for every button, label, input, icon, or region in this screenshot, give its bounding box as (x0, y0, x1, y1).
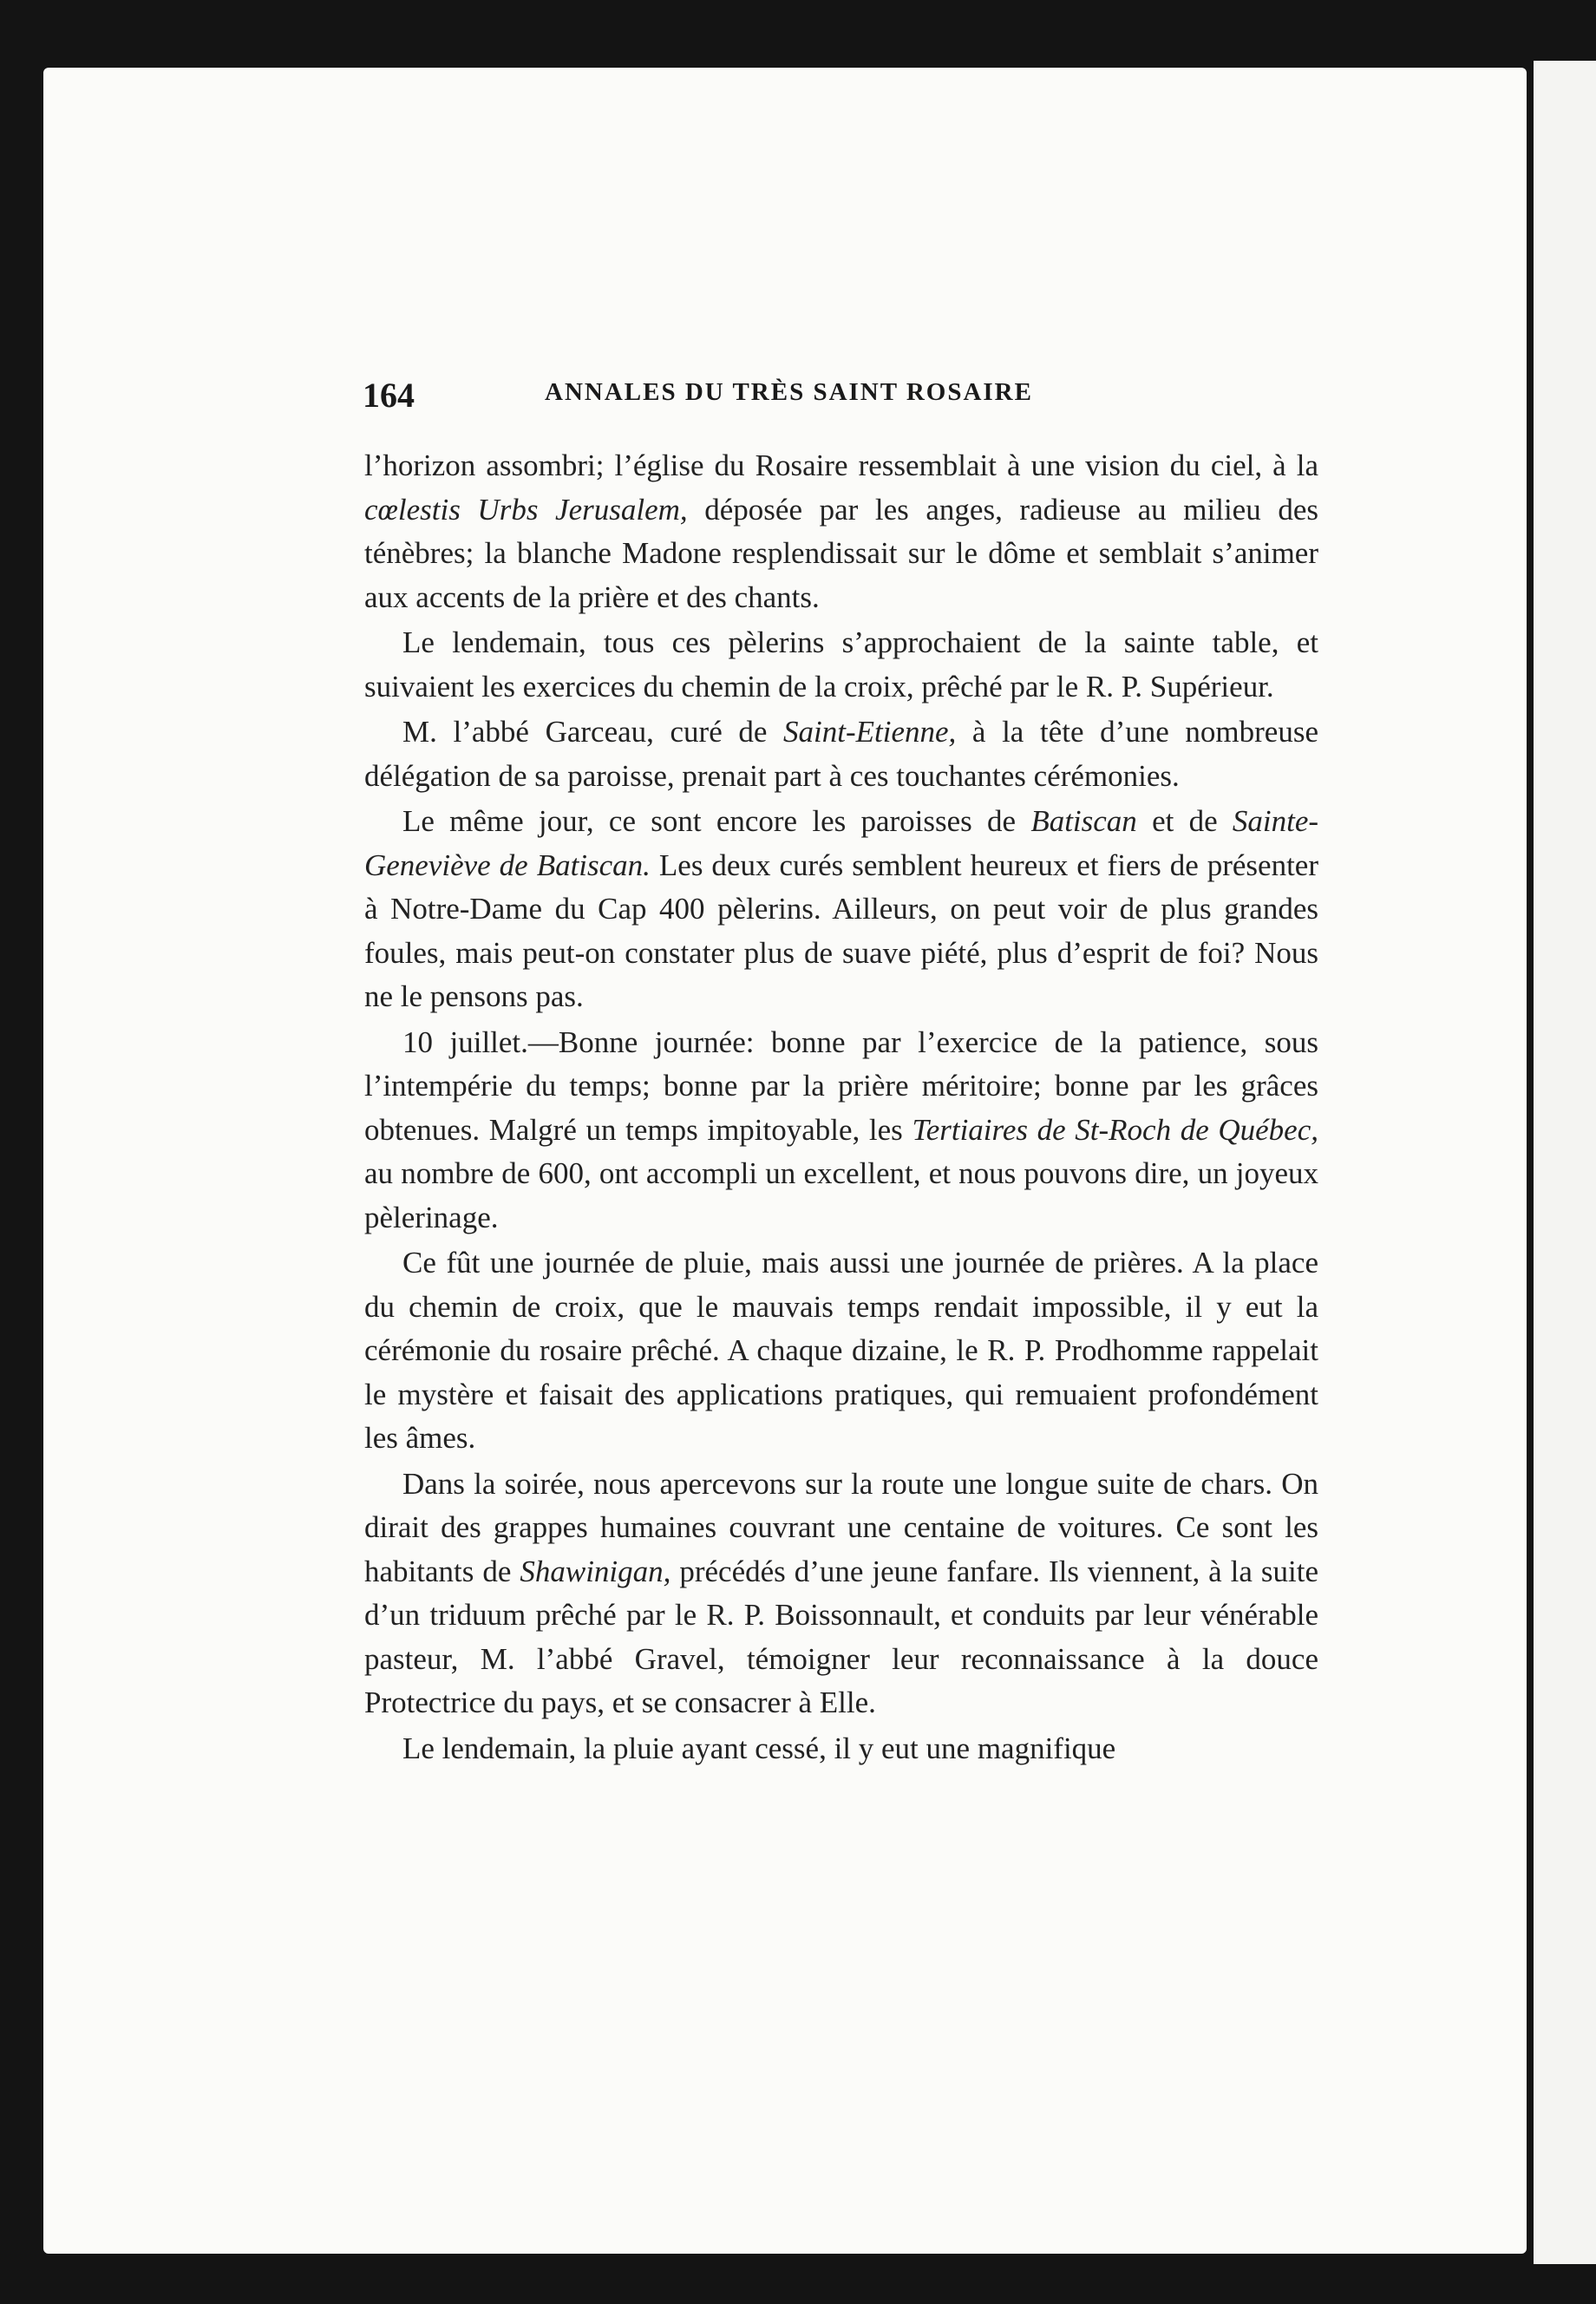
italic-text: Batiscan (1030, 804, 1137, 838)
running-header (363, 375, 1317, 418)
paragraph (364, 800, 1318, 1019)
italic-text: Shawinigan, (520, 1554, 671, 1588)
text-run: Dans la soirée, nous apercevons sur la route une longue suite de chars. On dirait des grappes humaines couvrant une centaine de voitures. Ce sont les habitants de (364, 1466, 1318, 1588)
text-run: 10 juillet.—Bonne journée: bonne par l’exercice de la patience, sous l’intempérie du temps; bonne par la prière méritoire; bonne par les grâces obtenues. Malgré un temps impitoyable, les (364, 1024, 1318, 1147)
paragraph (364, 1727, 1318, 1771)
paragraph (364, 1021, 1318, 1240)
text-run: à la tête d’une nombreuse délégation de sa paroisse, prenait part à ces touchantes cérémonies. (364, 715, 1318, 793)
paragraph (364, 1463, 1318, 1725)
text-run: l’horizon assombri; l’église du Rosaire ressemblait à une vision du ciel, à la (364, 448, 1318, 482)
italic-text: Sainte-Geneviève de Batiscan. (364, 804, 1319, 882)
text-run: Ce fût une journée de pluie, mais aussi une journée de prières. A la place du chemin de croix, que le mauvais temps rendait impossible, il y eut la cérémonie du rosaire prêché. A chaque dizaine, le R. P. Prodhomme rappelait le mystère et faisait des applications pratiques, qui remuaient profondément les âmes. (364, 1246, 1318, 1455)
text-run: précédés d’une jeune fanfare. Ils viennent, à la suite d’un triduum prêché par le R. P. Boissonnault, et conduits par leur vénérable pasteur, M. l’abbé Gravel, témoigner leur reconnaissance à la douce Protectrice du pays, et se consacrer à Elle. (364, 1554, 1318, 1719)
running-title: ANNALES DU TRÈS SAINT ROSAIRE (545, 378, 1033, 406)
text-run: et de (1136, 804, 1233, 838)
italic-text: Tertiaires de St-Roch de Québec, (912, 1112, 1318, 1147)
text-run: déposée par les anges, radieuse au milieu des ténèbres; la blanche Madone resplendissait sur le dôme et semblait s’animer aux accents de la prière et des chants. (364, 492, 1318, 614)
paragraph (364, 1241, 1318, 1461)
text-run: Le même jour, ce sont encore les paroisses de (402, 804, 1031, 838)
facing-page-edge (1534, 61, 1596, 2264)
paragraph (364, 444, 1318, 619)
text-body (364, 444, 1318, 1772)
paragraph (364, 710, 1318, 798)
text-run: M. l’abbé Garceau, curé de (402, 715, 784, 749)
italic-text: cœlestis Urbs Jerusalem, (364, 492, 688, 527)
text-run: Les deux curés semblent heureux et fiers de présenter à Notre-Dame du Cap 400 pèlerins. Ailleurs, on peut voir de plus grandes foules, mais peut-on constater plus de suave piété, plus d’esprit de foi? Nous ne le pensons pas. (364, 848, 1318, 1013)
paragraph (364, 621, 1318, 709)
italic-text: Saint-Etienne, (783, 715, 957, 749)
page-number: 164 (363, 376, 415, 415)
text-run: au nombre de 600, ont accompli un excellent, et nous pouvons dire, un joyeux pèlerinage. (364, 1156, 1318, 1234)
text-run: Le lendemain, tous ces pèlerins s’approchaient de la sainte table, et suivaient les exercices du chemin de la croix, prêché par le R. P. Supérieur. (364, 625, 1318, 704)
text-run: Le lendemain, la pluie ayant cessé, il y eut une magnifique (402, 1731, 1116, 1765)
